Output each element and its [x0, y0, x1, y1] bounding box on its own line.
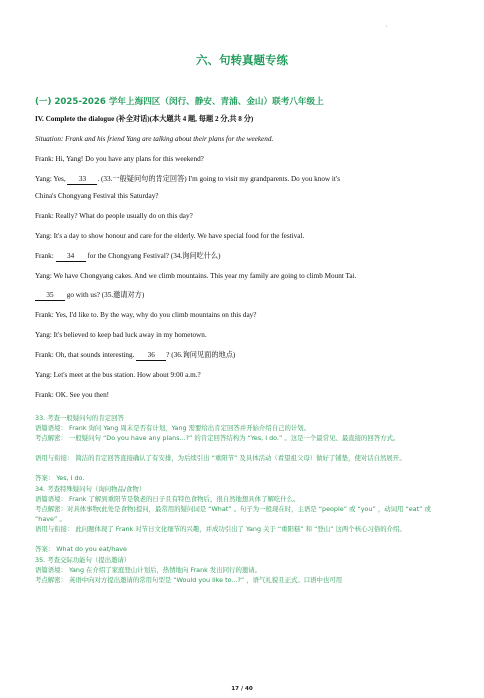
analysis-line: 考点解密： 英语中向对方提出邀请的常用句型是 “Would you like to...?” ，语气礼貌且正式。口语中也可用 [35, 576, 343, 584]
page-mark: , [386, 22, 388, 28]
analysis-line: 语篇语境： Yang 在介绍了家庭登山计划后，热情地向 Frank 发出同行的邀请。 [35, 566, 262, 574]
blank-35: 35 [35, 290, 65, 301]
analysis-heading: 35. 考查交际功能句（提出邀请） [35, 556, 131, 564]
analysis-line: 语用与衔接： 此问题体现了 Frank 对节日文化细节的兴趣，并成功引出了 Yang 关于 “重阳糕” 和 “登山” 这两个核心习俗的介绍。 [35, 525, 406, 533]
dialogue-line: Yang: It's believed to keep bad luck away in my hometown. [35, 331, 207, 339]
situation-text: Situation: Frank and his friend Yang are talking about their plans for the weekend. [35, 135, 274, 143]
analysis-heading: 33. 考查一般疑问句的肯定回答 [35, 414, 124, 422]
dialogue-line: Frank: OK. See you then! [35, 391, 110, 399]
speaker-text: Frank: Oh, that sounds interesting. [35, 351, 137, 359]
analysis-line: 考点解密： 一般疑问句 “Do you have any plans...?” 的肯定回答结构为 “Yes, I do.” 。这是一个最常见、最直接的回答方式。 [35, 434, 400, 442]
dialogue-line: Yang: Let's meet at the bus station. How about 9:00 a.m.? [35, 371, 201, 379]
dialogue-line [35, 174, 340, 185]
dialogue-line [35, 251, 221, 262]
dialogue-line: Yang: We have Chongyang cakes. And we climb mountains. This year my family are going to climb Mount Tai. [35, 272, 357, 280]
dialogue-text: for the Chongyang Festival? (34.询问吃什么) [85, 252, 221, 260]
analysis-line: 考点解密：对具体事物(此处是食物)提问，最常用的疑问词是 “What” 。句子为一般现在时，主语是 “people” 或 “you” ，动词用 “eat” 或 “have” 。 [35, 505, 431, 523]
dialogue-text: . (33.一般疑问句的肯定回答) I'm going to visit my grandparents. Do you know it's [97, 175, 340, 183]
dialogue-line: Frank: Hi, Yang! Do you have any plans for this weekend? [35, 155, 204, 163]
speaker-text: Yang: Yes, [35, 175, 68, 183]
dialogue-line: Frank: Yes, I'd like to. By the way, why do you climb mountains on this day? [35, 311, 257, 319]
dialogue-text: go with us? (35.邀请对方) [65, 291, 145, 299]
analysis-line: 语用与衔接： 简洁的肯定回答直接确认了有安排，为后续引出 “重阳节” 及具体活动（看望祖父母）做好了铺垫，使对话自然展开。 [35, 454, 406, 462]
analysis-heading: 34. 考查特殊疑问句（询问物品/食物） [35, 485, 146, 493]
dialogue-line: Frank: Really? What do people usually do on this day? [35, 212, 193, 220]
blank-36: 36 [136, 350, 166, 361]
part-title: IV. Complete the dialogue (补全对话)(本大题共 4 题, 每题 2 分,共 8 分) [35, 115, 254, 123]
dialogue-text: ? (36.询问见面的地点) [166, 351, 236, 359]
dialogue-line [35, 350, 235, 361]
section-heading: (一) 2025-2026 学年上海四区（闵行、静安、青浦、金山）联考八年级上 [35, 97, 324, 107]
analysis-line: 语篇语境： Frank 询问 Yang 周末是否有计划，Yang 需要给出肯定回答并开始介绍自己的计划。 [35, 424, 311, 432]
page-title: 六、句转真题专练 [196, 53, 288, 67]
answer-text: 答案： What do you eat/have [35, 545, 127, 553]
speaker-text: Frank: [35, 252, 56, 260]
analysis-line: 语篇语境： Frank 了解到重阳节是敬老的日子且有特色食物后，很自然地想具体了解吃什么。 [35, 495, 300, 503]
dialogue-line [35, 290, 144, 301]
blank-34: 34 [56, 251, 86, 262]
dialogue-line: Yang: It's a day to show honour and care for the elderly. We have special food for the festival. [35, 232, 305, 240]
blank-33: 33 [67, 174, 97, 185]
dialogue-line: China's Chongyang Festival this Saturday? [35, 192, 159, 200]
page-number: 17 / 40 [231, 686, 253, 692]
answer-text: 答案： Yes, I do. [35, 474, 85, 482]
